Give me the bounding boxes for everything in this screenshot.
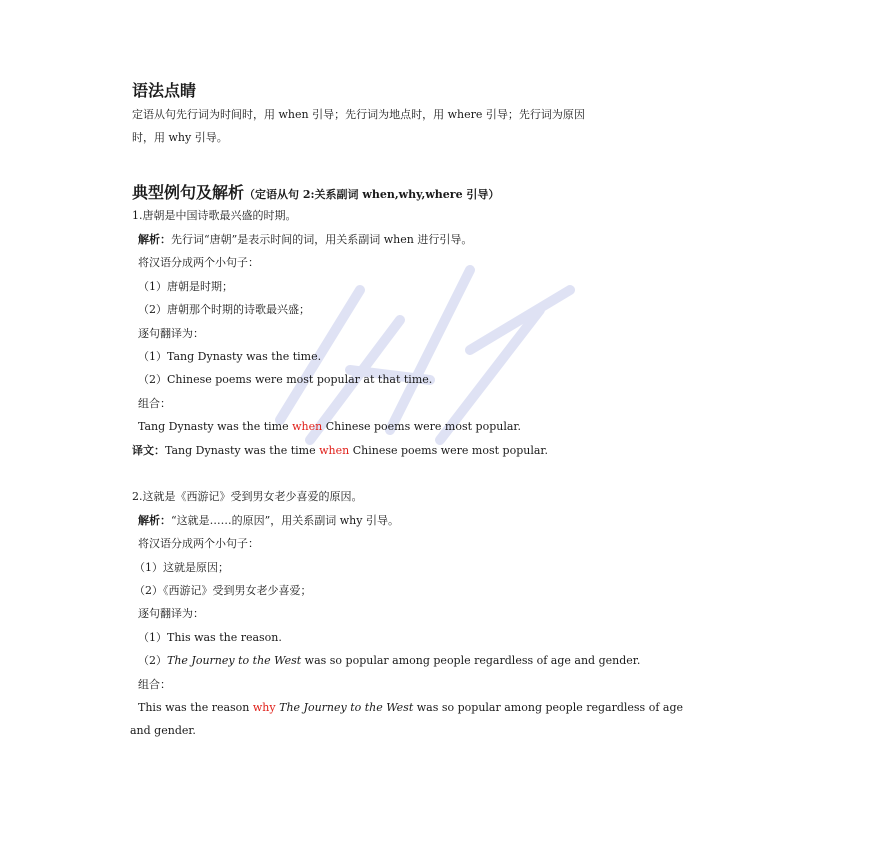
example1-combined-rel: when	[292, 420, 323, 433]
example2-cn-1: （1）这就是原因；	[134, 561, 229, 574]
example2-en-2-prefix: （2）	[138, 654, 167, 667]
example2-translate-intro: 逐句翻译为：	[138, 607, 204, 620]
example1-analysis-text: 先行词“唐朝”是表示时间的词，用关系副词 when 进行引导。	[171, 233, 473, 246]
example2-analysis	[138, 514, 399, 528]
example2-combined-sentence	[138, 701, 683, 715]
example2-analysis-label: 解析：	[138, 514, 171, 527]
example2-combine-label: 组合：	[138, 678, 171, 691]
example1-heading: 1.唐朝是中国诗歌最兴盛的时期。	[132, 209, 297, 222]
grammar-paragraph-line1: 定语从句先行词为时间时，用 when 引导；先行词为地点时，用 where 引导；先行词为原因	[132, 108, 585, 121]
example2-combined-line2: and gender.	[130, 724, 196, 737]
example1-en-1: （1）Tang Dynasty was the time.	[138, 350, 322, 363]
example1-translate-intro: 逐句翻译为：	[138, 327, 204, 340]
examples-title: 典型例句及解析	[132, 183, 245, 202]
example2-combined-before: This was the reason	[138, 701, 253, 714]
example2-en-2-rest: was so popular among people regardless of age and gender.	[301, 654, 641, 667]
example2-en-2-title: The Journey to the West	[167, 654, 302, 667]
example2-combined-rel: why	[252, 701, 276, 714]
section-title-examples	[132, 180, 499, 203]
example2-combined-after: was so popular among people regardless of age	[413, 701, 684, 714]
examples-subtitle: （定语从句 2:关系副词 when,why,where 引导）	[244, 188, 500, 201]
example2-en-1: （1）This was the reason.	[138, 631, 282, 644]
example1-analysis	[138, 233, 472, 247]
example2-split-intro: 将汉语分成两个小句子：	[138, 537, 259, 550]
example1-translation-rel: when	[319, 444, 350, 457]
example1-combine-label: 组合：	[138, 397, 171, 410]
section-title-grammar: 语法点睛	[132, 81, 197, 100]
example1-en-2: （2）Chinese poems were most popular at that time.	[138, 373, 433, 386]
example1-analysis-label: 解析：	[138, 233, 171, 246]
example1-translation-before: Tang Dynasty was the time	[165, 444, 320, 457]
example1-translation-label: 译文：	[132, 444, 165, 457]
example2-en-2	[138, 654, 640, 668]
example1-translation	[132, 444, 548, 458]
example2-heading: 2.这就是《西游记》受到男女老少喜爱的原因。	[132, 490, 363, 503]
example1-combined-before: Tang Dynasty was the time	[138, 420, 293, 433]
example2-cn-2: （2）《西游记》受到男女老少喜爱；	[134, 584, 312, 597]
example2-analysis-text: “这就是……的原因”，用关系副词 why 引导。	[171, 514, 399, 527]
example1-split-intro: 将汉语分成两个小句子：	[138, 256, 259, 269]
example2-combined-title: The Journey to the West	[275, 701, 414, 714]
example1-cn-2: （2）唐朝那个时期的诗歌最兴盛；	[138, 303, 310, 316]
example1-translation-after: Chinese poems were most popular.	[349, 444, 548, 457]
example1-combined-after: Chinese poems were most popular.	[322, 420, 521, 433]
grammar-paragraph-line2: 时，用 why 引导。	[132, 131, 228, 144]
example1-cn-1: （1）唐朝是时期；	[138, 280, 233, 293]
example1-combined-sentence	[138, 420, 521, 434]
